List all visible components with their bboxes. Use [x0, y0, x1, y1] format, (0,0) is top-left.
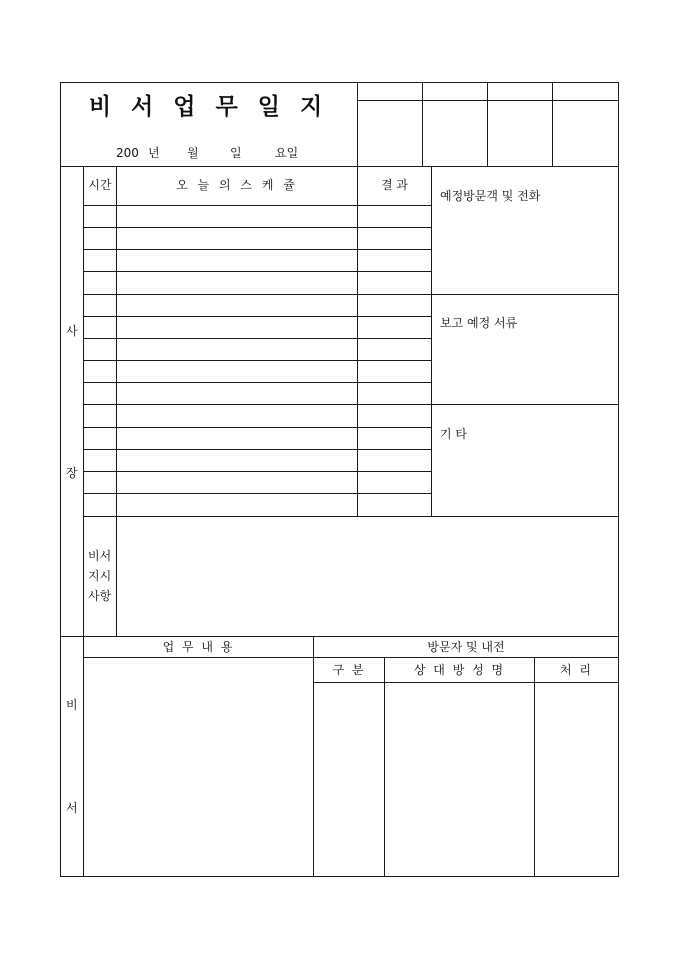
- schedule-result-line: [357, 166, 358, 517]
- schedule-row-line: [84, 360, 432, 361]
- secretary-side-label-bottom: 서: [66, 801, 78, 815]
- schedule-bottom-line: [84, 516, 619, 517]
- date-year: 200: [116, 146, 139, 160]
- schedule-row-line: [84, 427, 432, 428]
- instructions-label-line-1: 비서: [88, 549, 112, 563]
- sub-category-header: 구 분: [332, 663, 366, 677]
- boss-side-label-bottom: 장: [66, 466, 78, 480]
- schedule-row-line: [84, 249, 432, 250]
- boss-side-column-line: [83, 166, 84, 637]
- sub-party-header: 상 대 방 성 명: [413, 663, 506, 677]
- schedule-row-line: [84, 338, 432, 339]
- right-box-divider-2: [431, 404, 619, 405]
- schedule-row-line: [84, 271, 432, 272]
- secretary-side-column-line: [83, 636, 84, 877]
- boss-section-bottom-line: [60, 636, 619, 637]
- frame-top: [60, 82, 619, 83]
- col-visitors-header: 방문자 및 내전: [427, 640, 505, 654]
- col-work-header: 업 무 내 용: [162, 640, 235, 654]
- instructions-label-line-2: 지시: [88, 569, 112, 583]
- right-box-other-label: 기 타: [440, 427, 467, 441]
- schedule-row-line: [84, 294, 432, 295]
- date-month-unit: 월: [187, 146, 199, 160]
- schedule-row-line: [84, 471, 432, 472]
- col-time-header: 시간: [88, 178, 112, 192]
- schedule-row-line: [84, 493, 432, 494]
- frame-bottom: [60, 876, 619, 877]
- approval-box-sep-2: [487, 82, 488, 167]
- col-schedule-header: 오 늘 의 스 케 쥴: [176, 178, 298, 192]
- schedule-row-line: [84, 449, 432, 450]
- schedule-row-line: [84, 404, 432, 405]
- schedule-row-line: [84, 205, 432, 206]
- schedule-row-line: [84, 227, 432, 228]
- schedule-row-line: [84, 316, 432, 317]
- right-box-divider-1: [431, 294, 619, 295]
- date-year-unit: 년: [148, 146, 160, 160]
- document-title: 비 서 업 무 일 지: [88, 93, 329, 120]
- header-bottom-line: [60, 166, 619, 167]
- instructions-label-line-3: 사항: [88, 589, 112, 603]
- time-column-line: [116, 166, 117, 637]
- visitor-subheader-line: [313, 682, 619, 683]
- secretary-side-label-top: 비: [66, 698, 78, 712]
- frame-right: [618, 82, 619, 877]
- result-right-line: [431, 166, 432, 517]
- date-day-unit: 일: [230, 146, 242, 160]
- approval-box-left: [357, 82, 358, 167]
- schedule-row-line: [84, 382, 432, 383]
- approval-box-sep-3: [552, 82, 553, 167]
- approval-box-divider: [357, 100, 619, 101]
- frame-left: [60, 82, 61, 877]
- approval-box-sep-1: [422, 82, 423, 167]
- visitor-subcol-line-2: [534, 657, 535, 877]
- secretary-header-line: [84, 657, 619, 658]
- col-result-header: 결 과: [381, 178, 408, 192]
- right-box-reports-label: 보고 예정 서류: [440, 316, 518, 330]
- sub-handling-header: 처 리: [560, 663, 593, 677]
- boss-side-label-top: 사: [66, 324, 78, 338]
- date-weekday-unit: 요일: [275, 146, 299, 160]
- right-box-visitors-label: 예정방문객 및 전화: [440, 189, 541, 203]
- visitor-subcol-line-1: [384, 657, 385, 877]
